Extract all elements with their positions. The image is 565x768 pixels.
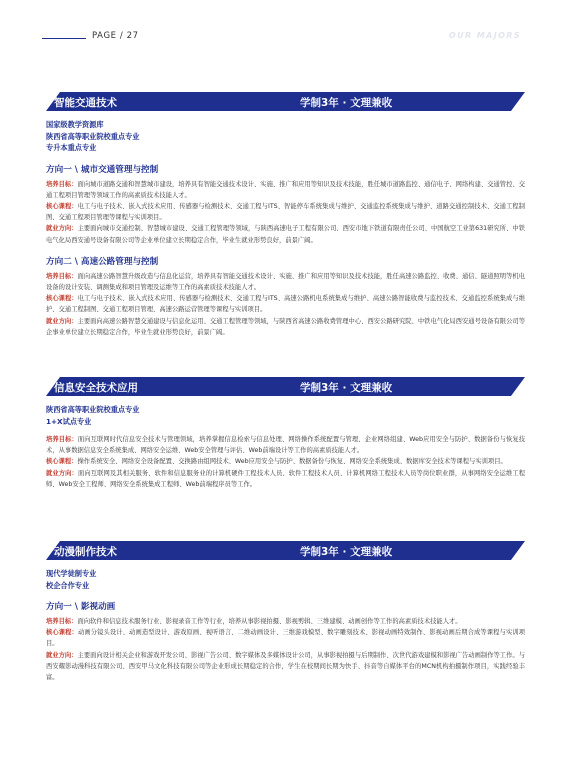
section-title: 信息安全技术应用 — [54, 382, 138, 394]
paragraph — [46, 179, 525, 201]
paragraph — [46, 616, 525, 627]
para-text: 面向高速公路智慧升级改造与信息化运营，培养具有智能交通技术设计、实施、推广和应用等知识及技术技能，胜任高速公路监控、收费、通信、隧道照明等机电设备的设计安装、调测集成和项目管理及运维等工作的高素质技术技能人才。 — [46, 272, 526, 291]
para-text: 面向互联网时代信息安全技术与管理领域，培养掌握信息检索与信息处理、网络操作系统配置与管理、企业网络组建、Web应用安全与防护、数据备份与恢复技术，从事数据信息安全系统集成、网络安全运维、Web安全管理与评估、Web前端设计等工作的高素质技能人才。 — [46, 436, 526, 455]
paragraph — [46, 434, 525, 456]
section-title-bar — [42, 377, 525, 396]
para-label: 就业方向： — [46, 225, 78, 233]
para-label: 培养目标： — [46, 618, 78, 625]
section-tags — [42, 568, 525, 591]
section-title: 智能交通技术 — [54, 97, 117, 109]
para-label: 核心课程： — [46, 295, 78, 303]
major-section-animation — [42, 541, 525, 683]
para-label: 就业方向： — [46, 317, 78, 325]
paragraph — [46, 223, 525, 245]
para-text: 主要面向城市交通控制、智慧城市建设、交通工程管理等领域，与陕西高速电子工程有限公司、西安市地下铁道有限责任公司、中国航空工业第631研究所、中铁电气化局西安通号设备有限公司等企业单位建立长期稳定合作，毕业生就业形势良好，前景广阔。 — [46, 225, 525, 244]
para-text: 主要面向高速公路智慧交通建设与信息化运用、交通工程管理等领域，与陕西省高速公路收费管理中心、西安公路研究院、中铁电气化局西安通号设备有限公司等企事业单位建立长期稳定合作，毕业生就业形势良好，前景广阔。 — [46, 317, 526, 336]
para-label: 培养目标： — [46, 180, 78, 188]
section-tags — [42, 119, 525, 154]
section-tag: 校企合作专业 — [46, 580, 90, 590]
direction-body — [42, 179, 525, 246]
page-number: PAGE / 27 — [92, 31, 139, 41]
section-meta: 学制3年 · 文理兼收 — [300, 546, 393, 558]
direction-body — [42, 616, 525, 683]
section-title-bar — [42, 541, 525, 560]
paragraph — [46, 271, 525, 293]
section-meta: 学制3年 · 文理兼收 — [300, 97, 393, 109]
section-tag: 专升本重点专业 — [46, 143, 97, 152]
paragraph — [46, 468, 525, 490]
para-text: 操作系统安全、网络安全设备配置、交换路由组网技术、Web应用安全与防护、数据备份与恢复、网络安全系统集成、数据库安全技术等课程与实训项目。 — [77, 458, 507, 466]
para-text: 面向城市道路交通和智慧城市建设，培养具有智能交通技术设计、实施、推广和应用等知识及技术技能，胜任城市道路监控、通信电子、网络构建、交通管控、交通工程项目管理等领域工作的高素质技术技能人才。 — [46, 180, 526, 199]
para-label: 就业方向： — [46, 469, 78, 477]
paragraph — [46, 650, 525, 684]
section-tag: 1+X试点专业 — [46, 416, 92, 426]
direction-body — [42, 271, 525, 338]
direction-heading: 方向一 \ 城市交通管理与控制 — [46, 164, 159, 175]
para-label: 培养目标： — [46, 272, 78, 280]
para-text: 电工与电子技术、嵌入式技术应用、传感器与检测技术、交通工程与ITS、高速公路机电系统集成与维护、高速公路智能收费与监控技术、交通监控系统集成与维护、交通工程制图、交通工程项目管理、高速公路运营管理等课程与实训项目。 — [46, 295, 526, 314]
para-text: 电工与电子技术、嵌入式技术应用、传感器与检测技术、交通工程与ITS、智能停车系统集成与维护、交通监控系统集成与维护、道路交通控制技术、交通工程制图、交通工程项目管理等课程与实训项目。 — [46, 202, 526, 222]
section-meta: 学制3年 · 文理兼收 — [300, 382, 393, 394]
paragraph — [46, 456, 525, 467]
section-title: 动漫制作技术 — [54, 546, 117, 558]
section-tag: 陕西省高等职业院校重点专业 — [46, 405, 140, 414]
section-tag: 陕西省高等职业院校重点专业 — [46, 131, 140, 141]
para-label: 培养目标： — [46, 436, 78, 443]
para-text: 动画分镜头设计、动画造型设计、游戏原画、视听语言、二维动画设计、三维游戏模型、数字雕刻技术、影视动画特效制作、影视动画后期合成等课程与实训项目。 — [46, 629, 526, 648]
para-text: 面向软件和信息技术服务行业、影视录音工作等行业，培养从事影视拍摄、影视剪辑、三维建模、动画创作等工作的高素质技术技能人才。 — [77, 618, 462, 625]
section-tag: 国家级教学资源库 — [46, 120, 104, 129]
para-label: 就业方向： — [46, 651, 78, 659]
page-header — [0, 30, 565, 46]
paragraph — [46, 316, 525, 338]
paragraph — [46, 201, 525, 223]
major-section-information-security — [42, 377, 525, 490]
para-label: 核心课程： — [46, 629, 78, 637]
paragraph — [46, 293, 525, 315]
section-body — [42, 434, 525, 490]
para-text: 主要面向设计相关企业和游戏开发公司、影视广告公司、数字媒体及多媒体设计公司，从事影视拍摄与后期制作、次世代游戏建模和影视广告动画制作等工作。与西安耀影动漫科技有限公司、西安甲马文化科技有限公司等企业形成长期稳定的合作，学生在校期间长期为快手、抖音等自媒体平台的MCN机构拍摄制作项目，实践经验丰富。 — [46, 651, 526, 682]
para-label: 核心课程： — [46, 458, 78, 466]
section-tags — [42, 404, 525, 427]
major-section-intelligent-transport — [42, 92, 525, 338]
header-rule — [42, 38, 86, 39]
section-tag: 现代学徒制专业 — [46, 569, 97, 578]
para-text: 面向互联网及其相关服务、软件和信息服务业的计算机硬件工程技术人员、软件工程技术人员、计算机网络工程技术人员等岗位职业群，从事网络安全运维工程师、Web安全工程师、网络安全系统集成工程师、Web前端程序员等工作。 — [46, 469, 526, 488]
section-title-bar — [42, 92, 525, 111]
direction-heading: 方向二 \ 高速公路管理与控制 — [46, 256, 159, 267]
paragraph — [46, 627, 525, 649]
para-label: 核心课程： — [46, 202, 78, 210]
direction-heading: 方向一 \ 影视动画 — [46, 602, 116, 612]
header-watermark: OUR MAJORS — [448, 31, 521, 40]
